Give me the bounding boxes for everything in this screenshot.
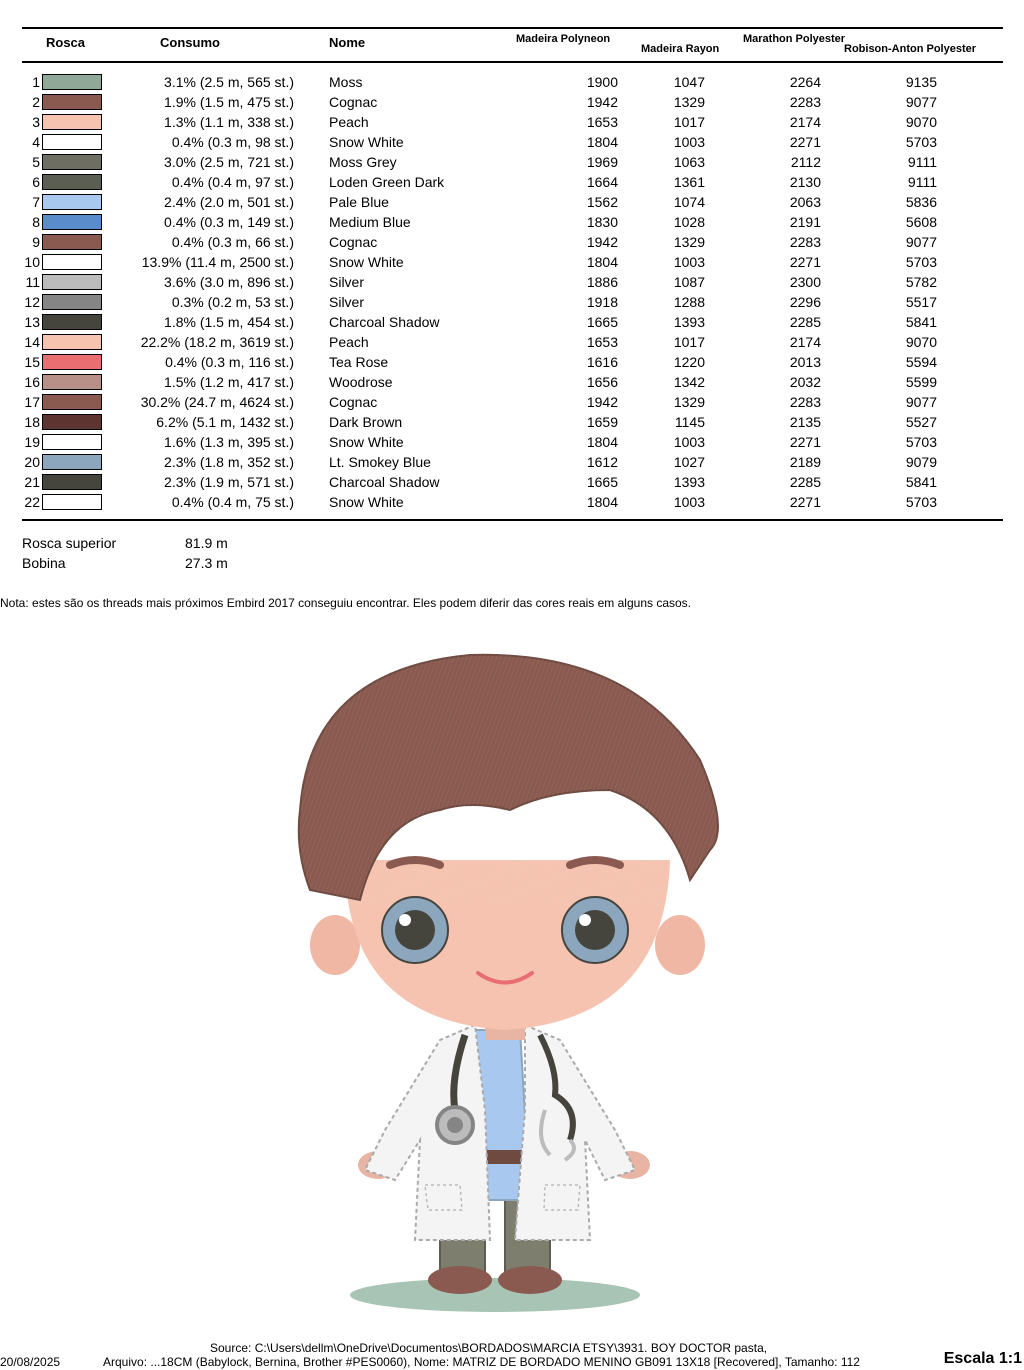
footer-scale: Escala 1:1 [943,1350,1022,1367]
thread-consumption: 2.3% (1.9 m, 571 st.) [164,474,294,490]
header-madeira-rayon: Madeira Rayon [641,43,720,55]
marathon-polyester-code: 2189 [789,454,821,470]
madeira-rayon-code: 1003 [673,254,705,270]
table-row [0,472,1024,492]
color-swatch [42,434,102,450]
table-row [0,212,1024,232]
marathon-polyester-code: 2285 [789,474,821,490]
thread-name: Snow White [329,434,404,450]
thread-name: Tea Rose [329,354,389,370]
marathon-polyester-code: 2285 [789,314,821,330]
thread-name: Lt. Smokey Blue [329,454,431,470]
madeira-rayon-code: 1145 [674,414,705,430]
robison-anton-code: 5782 [905,274,937,290]
thread-consumption: 1.5% (1.2 m, 417 st.) [164,374,294,390]
table-row [0,92,1024,112]
madeira-rayon-code: 1220 [673,354,705,370]
marathon-polyester-code: 2283 [789,394,821,410]
robison-anton-code: 5836 [905,194,937,210]
robison-anton-code: 5608 [905,214,937,230]
robison-anton-code: 9070 [905,114,937,130]
thread-name: Medium Blue [329,214,411,230]
table-top-rule [22,27,1003,29]
thread-number: 6 [32,174,40,190]
robison-anton-code: 5594 [905,354,937,370]
thread-number: 15 [24,354,40,370]
marathon-polyester-code: 2191 [789,214,821,230]
madeira-polyneon-code: 1656 [586,374,618,390]
thread-consumption: 1.8% (1.5 m, 454 st.) [164,314,294,330]
thread-name: Cognac [329,94,378,110]
marathon-polyester-code: 2271 [789,434,821,450]
thread-number: 13 [24,314,40,330]
thread-number: 14 [24,334,40,350]
thread-number: 2 [32,94,40,110]
table-row [0,132,1024,152]
madeira-rayon-code: 1017 [673,334,705,350]
robison-anton-code: 5517 [905,294,937,310]
thread-consumption: 1.6% (1.3 m, 395 st.) [164,434,294,450]
marathon-polyester-code: 2271 [789,134,821,150]
color-swatch [42,234,102,250]
marathon-polyester-code: 2264 [789,74,821,90]
madeira-rayon-code: 1329 [673,394,705,410]
marathon-polyester-code: 2032 [789,374,821,390]
table-row [0,252,1024,272]
madeira-polyneon-code: 1653 [586,114,618,130]
marathon-polyester-code: 2063 [789,194,821,210]
robison-anton-code: 9135 [905,74,937,90]
table-row [0,272,1024,292]
thread-name: Peach [329,334,369,350]
thread-number: 3 [32,114,40,130]
marathon-polyester-code: 2271 [789,494,821,510]
robison-anton-code: 5841 [905,474,937,490]
color-swatch [42,254,102,270]
madeira-polyneon-code: 1804 [586,494,618,510]
table-row [0,412,1024,432]
color-swatch [42,214,102,230]
madeira-polyneon-code: 1969 [586,154,618,170]
madeira-rayon-code: 1017 [673,114,705,130]
table-row [0,232,1024,252]
marathon-polyester-code: 2130 [789,174,821,190]
boy-doctor-illustration [290,640,730,1320]
thread-consumption: 0.3% (0.2 m, 53 st.) [171,294,294,310]
thread-consumption: 1.3% (1.1 m, 338 st.) [164,114,294,130]
thread-consumption: 0.4% (0.3 m, 66 st.) [171,234,294,250]
thread-number: 20 [24,454,40,470]
thread-number: 10 [24,254,40,270]
madeira-rayon-code: 1361 [673,174,705,190]
madeira-polyneon-code: 1616 [586,354,618,370]
thread-name: Snow White [329,134,404,150]
table-row [0,112,1024,132]
table-row [0,392,1024,412]
footer-source: Source: C:\Users\dellm\OneDrive\Documentos\BORDADOS\MARCIA ETSY\3931. BOY DOCTOR pasta, [210,1341,768,1355]
table-row [0,432,1024,452]
madeira-polyneon-code: 1942 [586,94,618,110]
color-swatch [42,454,102,470]
thread-consumption: 13.9% (11.4 m, 2500 st.) [141,254,294,270]
robison-anton-code: 9111 [907,174,937,190]
summary-top-label: Rosca superior [22,535,117,551]
thread-name: Snow White [329,254,404,270]
thread-consumption: 0.4% (0.3 m, 98 st.) [171,134,294,150]
madeira-rayon-code: 1028 [673,214,705,230]
note-text: Nota: estes são os threads mais próximos Embird 2017 conseguiu encontrar. Eles podem diferir das cores reais em alguns casos. [0,596,692,610]
thread-number: 19 [24,434,40,450]
madeira-rayon-code: 1329 [673,94,705,110]
marathon-polyester-code: 2271 [789,254,821,270]
thread-number: 9 [32,234,40,250]
thread-consumption: 30.2% (24.7 m, 4624 st.) [140,394,294,410]
robison-anton-code: 5703 [905,434,937,450]
thread-name: Dark Brown [329,414,403,430]
summary-top-value: 81.9 m [185,535,228,551]
thread-consumption: 0.4% (0.4 m, 97 st.) [171,174,294,190]
table-row [0,352,1024,372]
madeira-polyneon-code: 1665 [586,474,618,490]
thread-name: Charcoal Shadow [329,474,440,490]
footer-date: 20/08/2025 [0,1355,61,1369]
madeira-rayon-code: 1087 [673,274,705,290]
table-row [0,372,1024,392]
thread-number: 1 [32,74,40,90]
thread-name: Silver [329,274,365,290]
thread-consumption: 6.2% (5.1 m, 1432 st.) [156,414,294,430]
thread-consumption: 0.4% (0.3 m, 116 st.) [165,354,294,370]
madeira-polyneon-code: 1830 [586,214,618,230]
madeira-polyneon-code: 1612 [586,454,618,470]
robison-anton-code: 9077 [905,94,937,110]
madeira-polyneon-code: 1804 [586,434,618,450]
madeira-polyneon-code: 1804 [586,134,618,150]
color-swatch [42,134,102,150]
robison-anton-code: 9077 [905,394,937,410]
thread-consumption: 2.4% (2.0 m, 501 st.) [164,194,294,210]
table-row [0,72,1024,92]
thread-consumption: 1.9% (1.5 m, 475 st.) [164,94,294,110]
marathon-polyester-code: 2283 [789,94,821,110]
footer-file: Arquivo: ...18CM (Babylock, Bernina, Brother #PES0060), Nome: MATRIZ DE BORDADO MENINO GB091 13X18 [Recovered], Tamanho: 112 [103,1355,860,1369]
robison-anton-code: 9111 [907,154,937,170]
marathon-polyester-code: 2283 [789,234,821,250]
color-swatch [42,374,102,390]
thread-name: Cognac [329,234,378,250]
table-row [0,172,1024,192]
color-swatch [42,94,102,110]
madeira-rayon-code: 1342 [673,374,705,390]
color-swatch [42,474,102,490]
madeira-polyneon-code: 1562 [586,194,618,210]
color-swatch [42,74,102,90]
thread-name: Silver [329,294,365,310]
color-swatch [42,334,102,350]
thread-number: 16 [24,374,40,390]
color-swatch [42,414,102,430]
color-swatch [42,494,102,510]
robison-anton-code: 9079 [905,454,937,470]
thread-number: 17 [24,394,40,410]
madeira-polyneon-code: 1886 [586,274,618,290]
thread-consumption: 2.3% (1.8 m, 352 st.) [164,454,294,470]
table-row [0,292,1024,312]
thread-number: 12 [24,294,40,310]
thread-number: 21 [24,474,40,490]
madeira-polyneon-code: 1918 [586,294,618,310]
thread-name: Loden Green Dark [329,174,445,190]
thread-name: Woodrose [329,374,393,390]
madeira-polyneon-code: 1659 [586,414,618,430]
thread-number: 18 [24,414,40,430]
header-marathon-polyester: Marathon Polyester [743,33,846,45]
thread-consumption: 3.6% (3.0 m, 896 st.) [164,274,294,290]
thread-consumption: 0.4% (0.4 m, 75 st.) [171,494,294,510]
thread-consumption: 3.1% (2.5 m, 565 st.) [164,74,294,90]
color-swatch [42,314,102,330]
thread-consumption: 22.2% (18.2 m, 3619 st.) [140,334,294,350]
madeira-polyneon-code: 1900 [586,74,618,90]
robison-anton-code: 5841 [905,314,937,330]
robison-anton-code: 9077 [905,234,937,250]
thread-number: 4 [32,134,40,150]
marathon-polyester-code: 2112 [790,154,821,170]
thread-number: 22 [24,494,40,510]
thread-number: 5 [32,154,40,170]
thread-name: Moss [329,74,363,90]
madeira-polyneon-code: 1942 [586,394,618,410]
summary-bobbin-label: Bobina [22,555,66,571]
robison-anton-code: 5599 [905,374,937,390]
madeira-rayon-code: 1003 [673,434,705,450]
color-swatch [42,294,102,310]
robison-anton-code: 9070 [905,334,937,350]
madeira-polyneon-code: 1664 [586,174,618,190]
madeira-rayon-code: 1393 [673,474,705,490]
marathon-polyester-code: 2174 [789,334,821,350]
thread-name: Pale Blue [329,194,389,210]
thread-number: 8 [32,214,40,230]
thread-number: 11 [25,274,40,290]
marathon-polyester-code: 2300 [789,274,821,290]
thread-consumption: 0.4% (0.3 m, 149 st.) [164,214,294,230]
madeira-rayon-code: 1047 [673,74,705,90]
robison-anton-code: 5527 [905,414,937,430]
thread-name: Snow White [329,494,404,510]
table-row [0,492,1024,512]
thread-consumption: 3.0% (2.5 m, 721 st.) [164,154,294,170]
table-row [0,312,1024,332]
color-swatch [42,394,102,410]
color-swatch [42,114,102,130]
robison-anton-code: 5703 [905,494,937,510]
header-madeira-polyneon: Madeira Polyneon [516,33,611,45]
header-robison-anton: Robison-Anton Polyester [844,43,977,55]
table-bottom-rule [22,519,1003,521]
color-swatch [42,194,102,210]
madeira-rayon-code: 1074 [673,194,705,210]
madeira-rayon-code: 1003 [673,134,705,150]
marathon-polyester-code: 2296 [789,294,821,310]
madeira-rayon-code: 1063 [673,154,705,170]
color-swatch [42,274,102,290]
madeira-rayon-code: 1027 [673,454,705,470]
thread-name: Peach [329,114,369,130]
marathon-polyester-code: 2174 [789,114,821,130]
madeira-polyneon-code: 1653 [586,334,618,350]
madeira-polyneon-code: 1804 [586,254,618,270]
color-swatch [42,174,102,190]
thread-name: Moss Grey [329,154,397,170]
madeira-rayon-code: 1003 [673,494,705,510]
color-swatch [42,354,102,370]
marathon-polyester-code: 2013 [789,354,821,370]
summary-bobbin-value: 27.3 m [185,555,228,571]
robison-anton-code: 5703 [905,254,937,270]
table-row [0,152,1024,172]
header-nome: Nome [329,35,366,50]
madeira-polyneon-code: 1665 [586,314,618,330]
madeira-rayon-code: 1393 [673,314,705,330]
marathon-polyester-code: 2135 [789,414,821,430]
header-bottom-rule [22,61,1003,63]
table-row [0,452,1024,472]
header-consumo: Consumo [160,35,220,50]
madeira-polyneon-code: 1942 [586,234,618,250]
header-rosca: Rosca [46,35,86,50]
thread-name: Cognac [329,394,378,410]
thread-number: 7 [32,194,40,210]
robison-anton-code: 5703 [905,134,937,150]
thread-name: Charcoal Shadow [329,314,440,330]
table-row [0,332,1024,352]
madeira-rayon-code: 1288 [673,294,705,310]
color-swatch [42,154,102,170]
madeira-rayon-code: 1329 [673,234,705,250]
table-row [0,192,1024,212]
